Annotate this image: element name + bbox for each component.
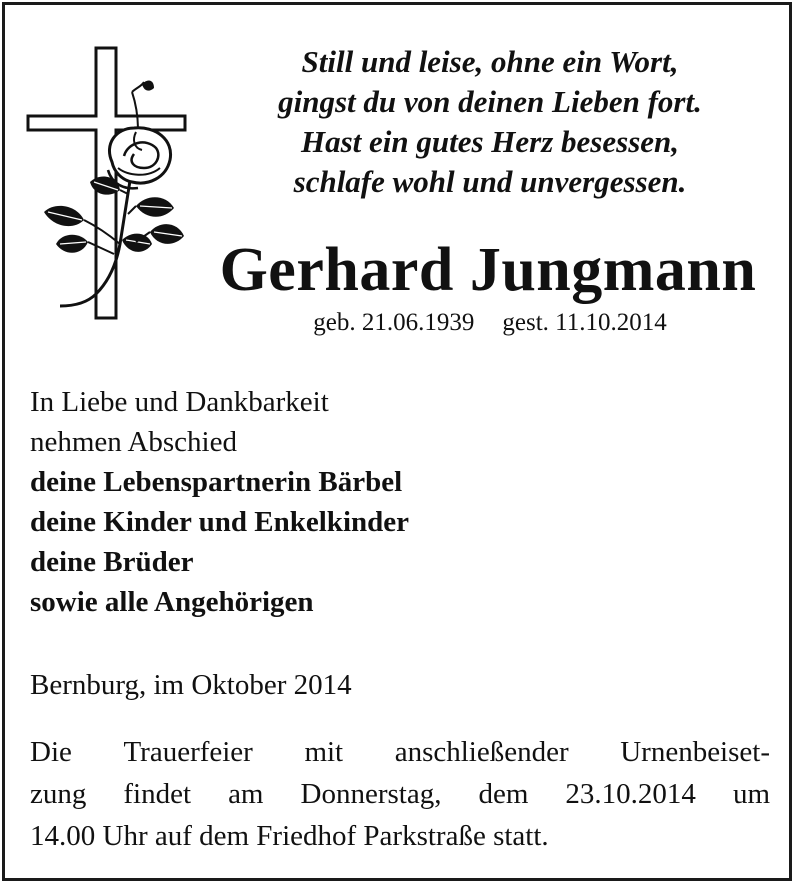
death-date: gest. 11.10.2014 <box>502 309 667 336</box>
word: am <box>228 778 264 810</box>
life-dates <box>210 306 770 340</box>
mourner-line: sowie alle Angehörigen <box>30 586 314 618</box>
farewell-intro-line: nehmen Abschied <box>30 426 237 458</box>
word: 23.10.2014 <box>565 778 696 810</box>
leaf-center <box>122 234 152 252</box>
word: anschließender <box>394 736 569 768</box>
word: findet <box>123 778 192 810</box>
word: dem <box>478 778 529 810</box>
word: um <box>732 778 770 810</box>
word: Trauerfeier <box>123 736 253 768</box>
service-line-3: 14.00 Uhr auf dem Friedhof Parkstraße statt. <box>30 820 549 852</box>
poem-line: Hast ein gutes Herz besessen, <box>300 124 680 159</box>
mourner-line: deine Kinder und Enkelkinder <box>30 506 409 538</box>
memorial-poem <box>210 42 770 202</box>
deceased-name: Gerhard Jungmann <box>219 236 757 304</box>
funeral-service-notice <box>30 731 770 857</box>
birth-date: geb. 21.06.1939 <box>313 309 475 336</box>
word: Die <box>30 736 72 768</box>
place-date: Bernburg, im Oktober 2014 <box>30 669 352 701</box>
word: mit <box>304 736 344 768</box>
word: Urnenbeiset- <box>620 736 770 768</box>
poem-line: Still und leise, ohne ein Wort, <box>301 44 679 79</box>
word: Donnerstag, <box>300 778 442 810</box>
farewell-block <box>30 382 770 622</box>
mourner-line: deine Brüder <box>30 546 194 578</box>
cross-with-rose-icon <box>24 44 204 324</box>
poem-line: schlafe wohl und unvergessen. <box>293 164 687 199</box>
poem-line: gingst du von deinen Lieben fort. <box>278 84 702 119</box>
mourner-line: deine Lebenspartnerin Bärbel <box>30 466 403 498</box>
service-line-1 <box>30 731 770 773</box>
farewell-intro-line: In Liebe und Dankbarkeit <box>30 386 329 418</box>
word: zung <box>30 778 87 810</box>
service-line-2 <box>30 773 770 815</box>
